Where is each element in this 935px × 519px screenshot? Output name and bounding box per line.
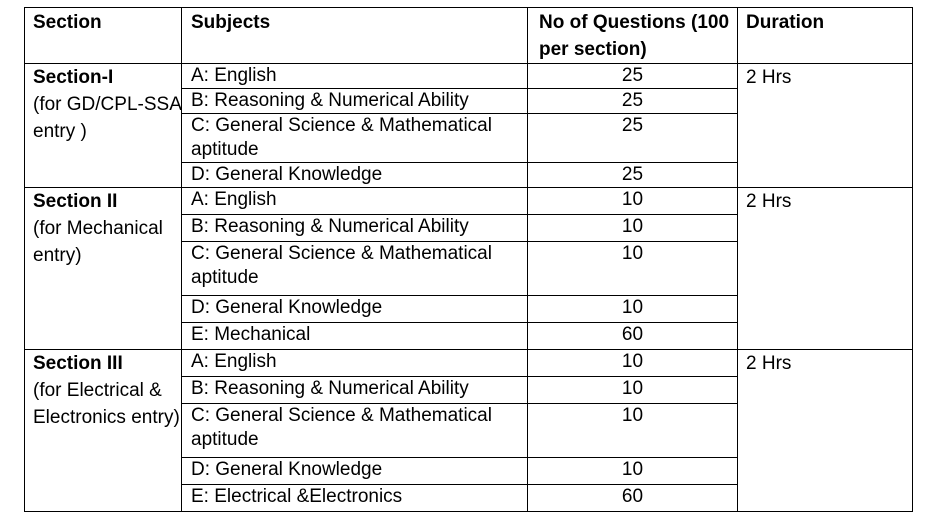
- questions-cell: 10: [528, 242, 738, 296]
- subject-cell: D: General Knowledge: [182, 296, 528, 323]
- section-cell: [25, 188, 182, 350]
- section-description: (for Mechanical entry): [33, 218, 163, 266]
- header-duration: Duration: [738, 8, 913, 64]
- questions-cell: 10: [528, 188, 738, 215]
- questions-cell: 10: [528, 350, 738, 377]
- questions-cell: 10: [528, 458, 738, 485]
- questions-cell: 25: [528, 163, 738, 188]
- subject-cell: D: General Knowledge: [182, 163, 528, 188]
- section-description: (for Electrical & Electronics entry): [33, 380, 180, 428]
- duration-cell: 2 Hrs: [738, 188, 913, 350]
- subject-cell: C: General Science & Mathematical aptitude: [182, 242, 528, 296]
- subject-cell: C: General Science & Mathematical aptitude: [182, 114, 528, 163]
- subject-cell: E: Mechanical: [182, 323, 528, 350]
- section-name: Section-I: [33, 67, 114, 88]
- section-description: (for GD/CPL-SSA entry ): [33, 94, 181, 142]
- table-body: [25, 64, 913, 512]
- header-row: [25, 8, 913, 64]
- subject-cell: A: English: [182, 64, 528, 89]
- header-questions: No of Questions (100 per section): [528, 8, 738, 64]
- questions-cell: 10: [528, 377, 738, 404]
- header-section: Section: [25, 8, 182, 64]
- questions-cell: 60: [528, 323, 738, 350]
- subject-cell: D: General Knowledge: [182, 458, 528, 485]
- subject-cell: A: English: [182, 188, 528, 215]
- subject-cell: A: English: [182, 350, 528, 377]
- subject-cell: E: Electrical &Electronics: [182, 485, 528, 512]
- section-cell: [25, 350, 182, 512]
- table-row: [25, 350, 913, 377]
- section-name: Section II: [33, 191, 118, 212]
- exam-pattern-table: [24, 7, 913, 512]
- subject-cell: B: Reasoning & Numerical Ability: [182, 215, 528, 242]
- subject-cell: C: General Science & Mathematical aptitude: [182, 404, 528, 458]
- questions-cell: 25: [528, 114, 738, 163]
- subject-cell: B: Reasoning & Numerical Ability: [182, 89, 528, 114]
- section-name: Section III: [33, 353, 123, 374]
- questions-cell: 60: [528, 485, 738, 512]
- section-cell: [25, 64, 182, 188]
- questions-cell: 10: [528, 404, 738, 458]
- duration-cell: 2 Hrs: [738, 64, 913, 188]
- questions-cell: 10: [528, 215, 738, 242]
- header-subjects: Subjects: [182, 8, 528, 64]
- table-row: [25, 188, 913, 215]
- table-row: [25, 64, 913, 89]
- questions-cell: 25: [528, 64, 738, 89]
- subject-cell: B: Reasoning & Numerical Ability: [182, 377, 528, 404]
- duration-cell: 2 Hrs: [738, 350, 913, 512]
- questions-cell: 25: [528, 89, 738, 114]
- questions-cell: 10: [528, 296, 738, 323]
